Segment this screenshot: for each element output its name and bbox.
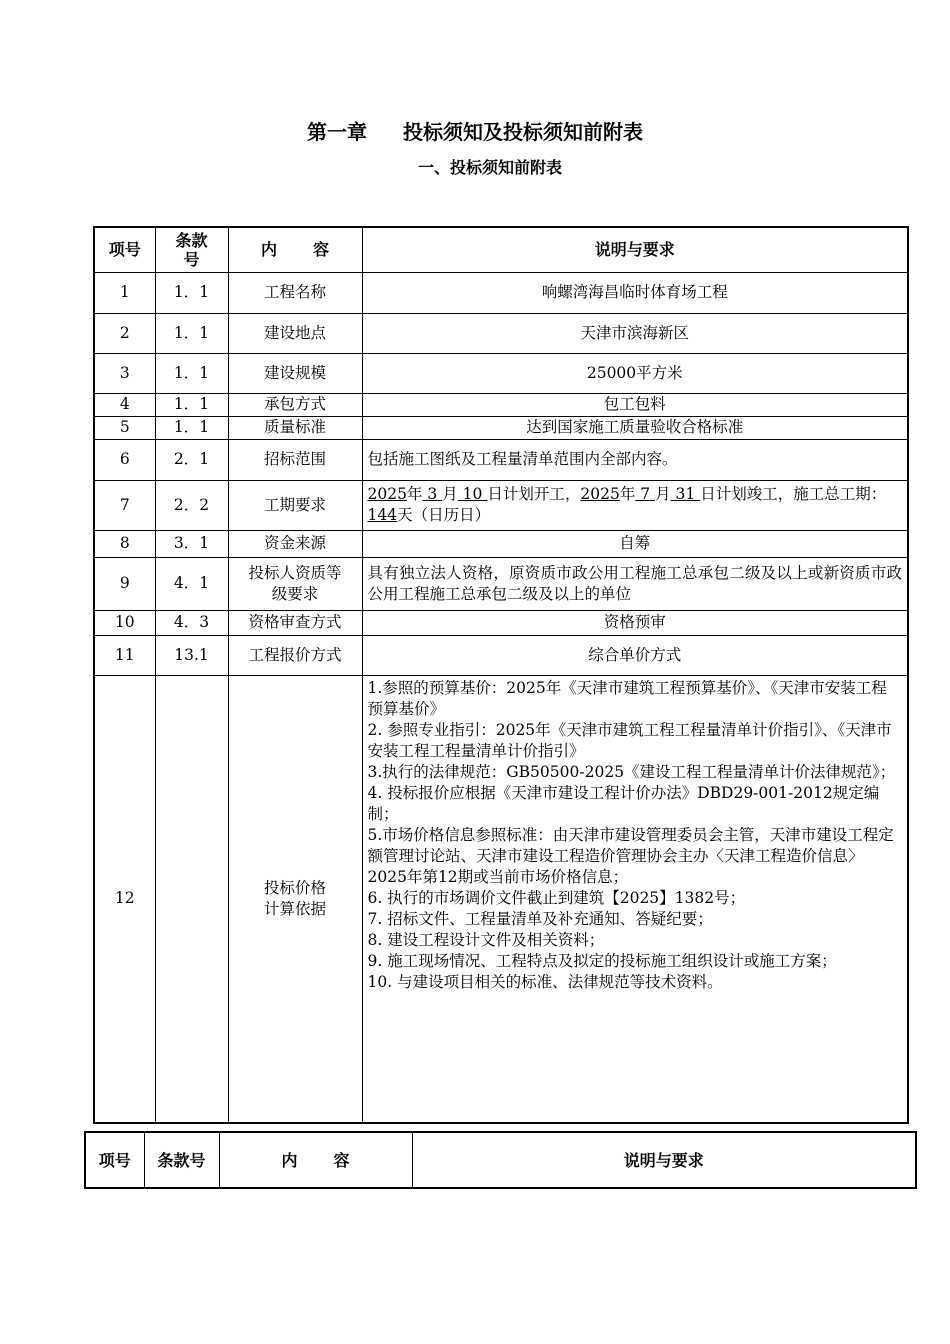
table-row: 10 4．3 资格审查方式 资格预审 bbox=[94, 610, 908, 635]
chapter-title bbox=[0, 116, 950, 145]
table-row: 9 4．1 投标人资质等 级要求 具有独立法人资格，原资质市政公用工程施工总承包二级及以上或新资质市政公用工程施工总承包二级及以上的单位 bbox=[94, 557, 908, 610]
table-row: 6 2．1 招标范围 包括施工图纸及工程量清单范围内全部内容。 bbox=[94, 439, 908, 480]
list-item: 4. 投标报价应根据《天津市建设工程计价办法》DBD29-001-2012规定编制； bbox=[367, 783, 880, 823]
list-item: 10. 与建设项目相关的标准、法律规范等技术资料。 bbox=[367, 972, 723, 991]
table-row: 4 1．1 承包方式 包工包料 bbox=[94, 393, 908, 416]
list-item: 9. 施工现场情况、工程特点及拟定的投标施工组织设计或施工方案； bbox=[367, 951, 837, 970]
list-item: 5.市场价格信息参照标准：由天津市建设管理委员会主管，天津市建设工程定额管理讨论站、天津市建设工程造价管理协会主办〈天津工程造价信息〉2025年第12期或当前市场价格信息； bbox=[367, 825, 894, 886]
table-row: 5 1．1 质量标准 达到国家施工质量验收合格标准 bbox=[94, 416, 908, 439]
header-clause: 条款 号 bbox=[155, 227, 228, 272]
table-row: 8 3．1 资金来源 自筹 bbox=[94, 530, 908, 557]
table-row: 7 2．2 工期要求 2025年 3 月 10 日计划开工，2025年 7 月 31 日计划竣工，施工总工期：144天（日历日） bbox=[94, 480, 908, 530]
list-item: 1.参照的预算基价：2025年《天津市建筑工程预算基价》、《天津市安装工程预算基价》 bbox=[367, 678, 887, 718]
list-item: 6. 执行的市场调价文件截止到建筑【2025】1382号； bbox=[367, 888, 746, 907]
list-item: 2. 参照专业指引：2025年《天津市建筑工程工程量清单计价指引》、《天津市安装工程工程量清单计价指引》 bbox=[367, 720, 892, 760]
header-content: 内 容 bbox=[228, 227, 362, 272]
header-description: 说明与要求 bbox=[362, 227, 908, 272]
table-header-row bbox=[94, 227, 908, 272]
bottom-header-item-no: 项号 bbox=[85, 1132, 144, 1188]
pricing-basis-list bbox=[362, 675, 908, 1123]
schedule-description: 2025年 3 月 10 日计划开工，2025年 7 月 31 日计划竣工，施工总工期：144天（日历日） bbox=[362, 480, 908, 530]
list-item: 3.执行的法律规范：GB50500-2025《建设工程工程量清单计价法律规范》； bbox=[367, 762, 896, 781]
table-row: 2 1．1 建设地点 天津市滨海新区 bbox=[94, 313, 908, 353]
bottom-header-description: 说明与要求 bbox=[412, 1132, 916, 1188]
header-item-no: 项号 bbox=[94, 227, 155, 272]
chapter-title-text: 投标须知及投标须知前附表 bbox=[403, 120, 643, 144]
table-row: 3 1．1 建设规模 25000平方米 bbox=[94, 353, 908, 393]
list-item: 7. 招标文件、工程量清单及补充通知、答疑纪要； bbox=[367, 909, 713, 928]
bottom-header-content: 内 容 bbox=[219, 1132, 412, 1188]
table-row: 12 投标价格 计算依据 1.参照的预算基价：2025年《天津市建筑工程预算基价》、《天津市安装工程预算基价》 2. 参照专业指引：2025年《天津市建筑工程工程量清单计价指引》、《天津市安装工程工程量清单计价指引》 3.执行的法律规范：GB50500-2025《建设工程工程量清单计价法律规范》； 4. 投标报价应根据《天津市建设工程计价办法》DBD29-001-2012规定编制； 5.市场价格信息参照标准：由天津市建设管理委员会主管，天津市建设工程定额管理讨论站、天津市建设工程造价管理协会主办〈天津工程造价信息〉2025年第12期或当前市场价格信息； 6. 执行的市场调价文件截止到建筑【2025】1382号； 7. 招标文件、工程量清单及补充通知、答疑纪要； 8. 建设工程设计文件及相关资料； 9. 施工现场情况、工程特点及拟定的投标施工组织设计或施工方案； 10. 与建设项目相关的标准、法律规范等技术资料。 bbox=[94, 675, 908, 1123]
table-row: 11 13.1 工程报价方式 综合单价方式 bbox=[94, 635, 908, 675]
list-item: 8. 建设工程设计文件及相关资料； bbox=[367, 930, 605, 949]
chapter-title-number: 第一章 bbox=[307, 120, 367, 144]
bid-instructions-table bbox=[93, 226, 909, 1124]
bottom-header-clause: 条款号 bbox=[144, 1132, 219, 1188]
table-row: 1 1．1 工程名称 响螺湾海昌临时体育场工程 bbox=[94, 272, 908, 313]
section-title: 一、投标须知前附表 bbox=[417, 158, 562, 177]
continued-table-header bbox=[84, 1131, 917, 1189]
